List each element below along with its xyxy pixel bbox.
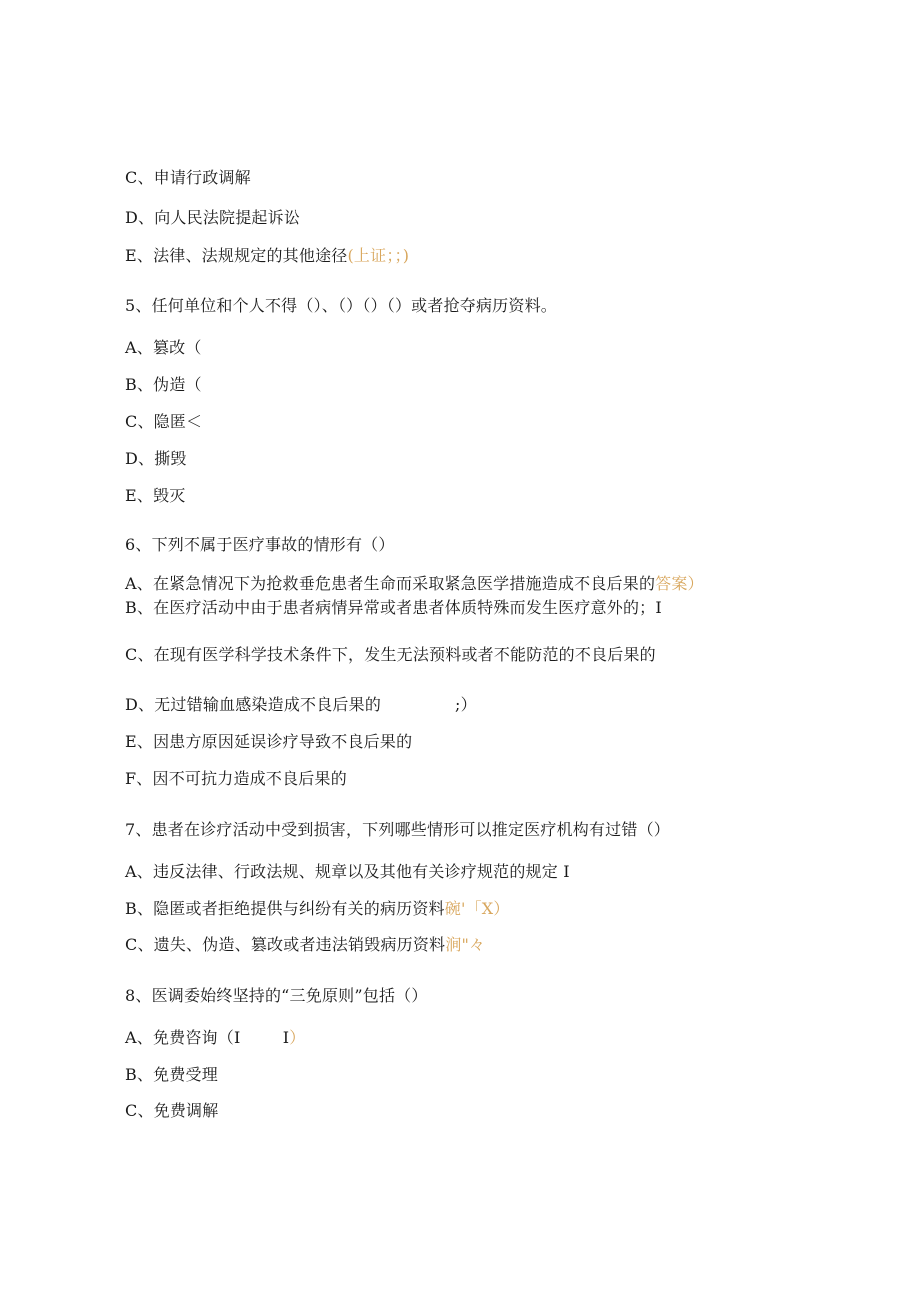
q8-option-c: C、免费调解 xyxy=(125,1101,219,1120)
question-5: 5、任何单位和个人不得（）、（）（）（）或者抢夺病历资料。 xyxy=(125,296,557,315)
q7-option-b: B、隐匿或者拒绝提供与纠纷有关的病历资料碗'「X） xyxy=(125,899,510,918)
q5-option-a: A、篡改（ xyxy=(125,338,202,357)
question-6: 6、下列不属于医疗事故的情形有（） xyxy=(125,535,395,554)
q6-option-c: C、在现有医学科学技术条件下，发生无法预料或者不能防范的不良后果的 xyxy=(125,645,656,664)
question-7: 7、患者在诊疗活动中受到损害，下列哪些情形可以推定医疗机构有过错（） xyxy=(125,820,670,839)
q5-option-b: B、伪造（ xyxy=(125,375,202,394)
option-d-court-lawsuit: D、向人民法院提起诉讼 xyxy=(125,208,301,227)
q6-option-a: A、在紧急情况下为抢救垂危患者生命而采取紧急医学措施造成不良后果的答案） xyxy=(125,574,704,593)
q5-option-c: C、隐匿＜ xyxy=(125,412,203,431)
q5-option-e: E、毁灭 xyxy=(125,486,186,505)
q6-option-d: D、无过错输血感染造成不良后果的 ;） xyxy=(125,695,477,714)
q6-option-b: B、在医疗活动中由于患者病情异常或者患者体质特殊而发生医疗意外的；I xyxy=(125,598,662,617)
q8-option-b: B、免费受理 xyxy=(125,1065,218,1084)
q5-option-d: D、撕毁 xyxy=(125,449,187,468)
question-8: 8、医调委始终坚持的“三免原则”包括（） xyxy=(125,986,428,1005)
option-c-administrative-mediation: C、申请行政调解 xyxy=(125,168,251,187)
option-e-other-channels: E、法律、法规规定的其他途径(上证；；) xyxy=(125,246,410,265)
q8-option-a: A、免费咨询（I I） xyxy=(125,1028,306,1047)
q7-option-a: A、违反法律、行政法规、规章以及其他有关诊疗规范的规定 I xyxy=(125,862,570,881)
q6-option-e: E、因患方原因延误诊疗导致不良后果的 xyxy=(125,732,413,751)
q7-option-c: C、遗失、伪造、篡改或者违法销毁病历资料涧"々 xyxy=(125,935,486,954)
q6-option-f: F、因不可抗力造成不良后果的 xyxy=(125,769,347,788)
